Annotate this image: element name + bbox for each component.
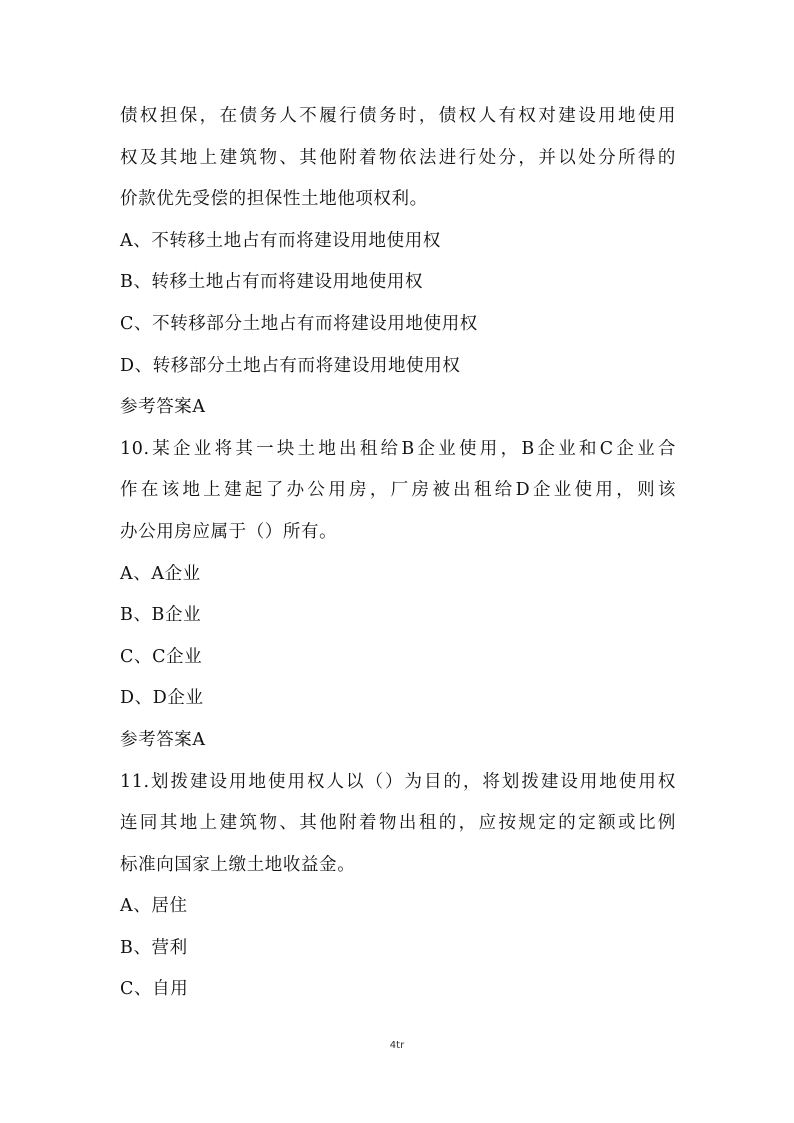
question-text-line: 债权担保，在债务人不履行债务时，债权人有权对建设用地使用 bbox=[120, 106, 676, 126]
question-text-line: 权及其地上建筑物、其他附着物依法进行处分，并以处分所得的 bbox=[120, 147, 676, 168]
option-b: B、营利 bbox=[120, 937, 188, 958]
question-text-line: 办公用房应属于（）所有。 bbox=[120, 521, 338, 542]
option-d: D、转移部分土地占有而将建设用地使用权 bbox=[120, 355, 461, 376]
option-d: D、D企业 bbox=[120, 688, 204, 709]
question-text-line: 10.某企业将其一块土地出租给B企业使用，B企业和C企业合 bbox=[120, 438, 676, 459]
question-10 bbox=[120, 429, 676, 762]
option-c: C、C企业 bbox=[120, 646, 203, 667]
question-text-line: 作在该地上建起了办公用房，厂房被出租给D企业使用，则该 bbox=[120, 480, 676, 501]
question-11 bbox=[120, 762, 676, 1012]
option-c: C、不转移部分土地占有而将建设用地使用权 bbox=[120, 313, 478, 334]
page-number: 4tr bbox=[389, 1040, 405, 1051]
page-content bbox=[120, 96, 676, 1011]
option-a: A、不转移土地占有而将建设用地使用权 bbox=[120, 230, 441, 251]
reference-answer: 参考答案A bbox=[120, 397, 206, 418]
question-text-line: 11.划拨建设用地使用权人以（）为目的，将划拨建设用地使用权 bbox=[120, 771, 676, 792]
option-a: A、居住 bbox=[120, 896, 188, 917]
question-text-line: 连同其地上建筑物、其他附着物出租的，应按规定的定额或比例 bbox=[120, 813, 676, 834]
reference-answer: 参考答案A bbox=[120, 729, 206, 750]
question-text-line: 标准向国家上缴土地收益金。 bbox=[120, 854, 356, 875]
question-text-line: 价款优先受偿的担保性土地他项权利。 bbox=[120, 189, 428, 210]
option-a: A、A企业 bbox=[120, 563, 201, 584]
intro-question bbox=[120, 96, 676, 429]
option-b: B、B企业 bbox=[120, 605, 202, 626]
option-c: C、自用 bbox=[120, 979, 189, 1000]
option-b: B、转移土地占有而将建设用地使用权 bbox=[120, 272, 424, 293]
